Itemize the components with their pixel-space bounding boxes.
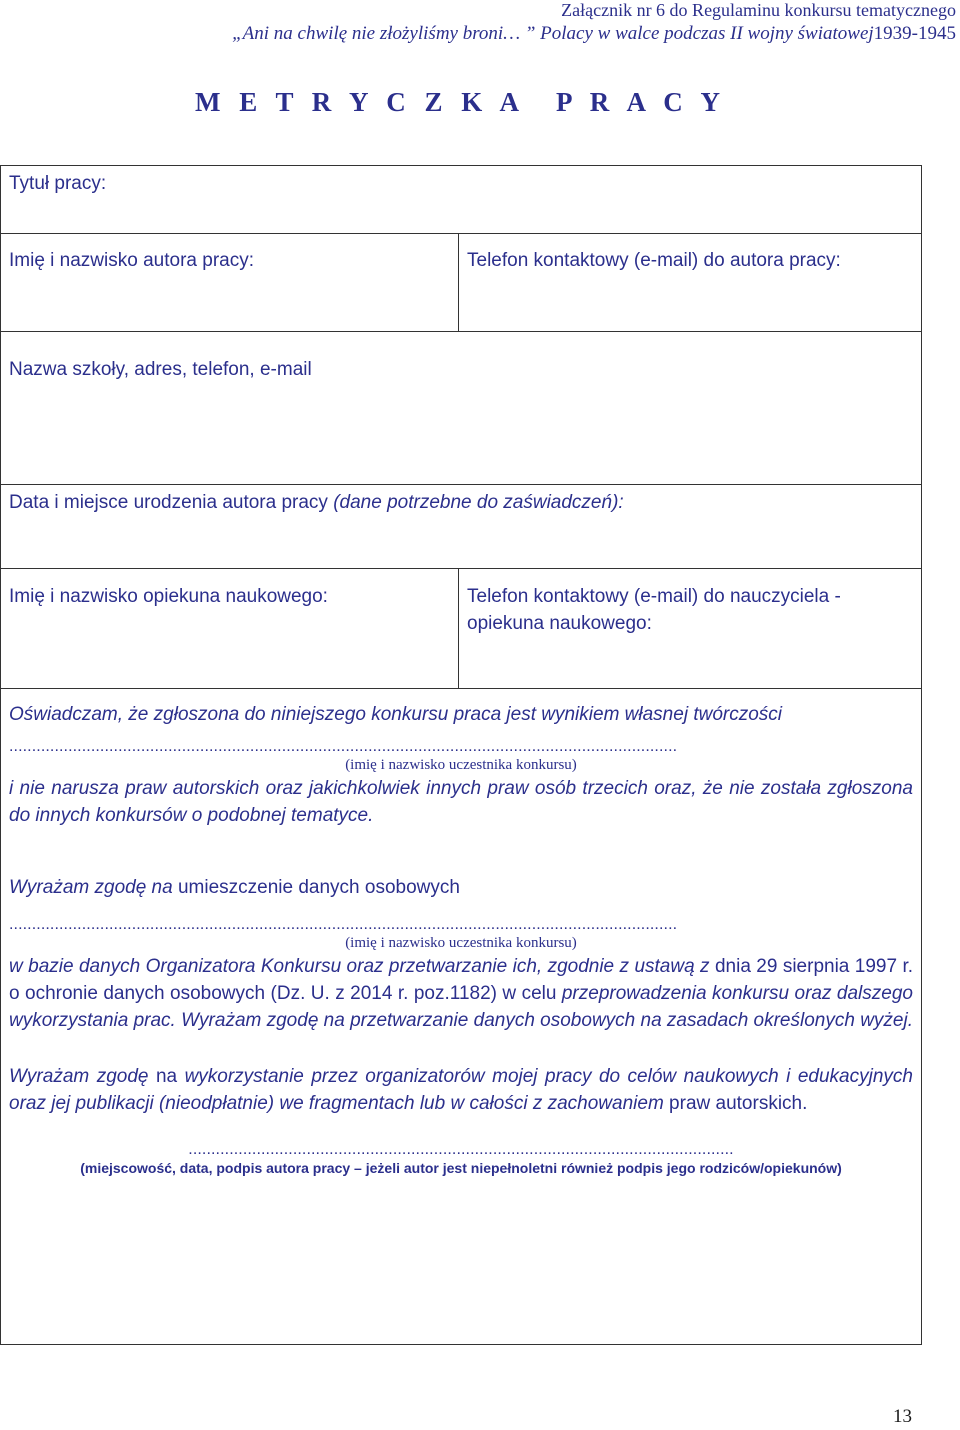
participant-caption-2: (imię i nazwisko uczestnika konkursu) [345, 935, 577, 951]
author-name-field[interactable] [1, 234, 459, 332]
school-field[interactable] [1, 332, 922, 485]
consent-pub-3: wykorzystanie przez organizatorów mojej pracy do celów naukowych i edukacyjnych oraz jej publikacji (nieodpłatnie) we fragmentach lub w całości z zachowaniem [9, 1066, 913, 1114]
school-label: Nazwa szkoły, adres, telefon, e-mail [9, 359, 312, 380]
supervisor-name-label: Imię i nazwisko opiekuna naukowego: [9, 586, 328, 607]
signature-line[interactable]: ........................................................................................................................ [188, 1142, 734, 1158]
birth-label-note: (dane potrzebne do zaświadczeń): [333, 492, 624, 513]
consent-data-plain: umieszczenie danych osobowych [172, 877, 460, 898]
birth-label: Data i miejsce urodzenia autora pracy [9, 492, 334, 513]
consent-data-body-1: w bazie danych Organizatora Konkursu oraz przetwarzanie ich, zgodnie z ustawą z [9, 956, 710, 977]
contest-name [232, 23, 956, 45]
work-title-field[interactable] [1, 166, 922, 234]
consent-data-body-3: przeprowadzenia konkursu oraz dalszego wykorzystania prac. Wyrażam zgodę na przetwarzanie danych osobowych na zasadach określonych wyżej. [9, 983, 913, 1031]
form-table [0, 165, 922, 1345]
consent-data-body-2: dnia 29 sierpnia 1997 r. o ochronie danych osobowych (Dz. U. z 2014 r. poz.1182) w celu [9, 956, 914, 1004]
author-contact-label: Telefon kontaktowy (e-mail) do autora pracy: [467, 250, 841, 271]
annex-header: Załącznik nr 6 do Regulaminu konkursu tematycznego [561, 0, 956, 20]
consent-pub-2: na [148, 1066, 185, 1087]
author-name-label: Imię i nazwisko autora pracy: [9, 250, 254, 271]
page-number: 13 [893, 1406, 912, 1427]
work-title-label: Tytuł pracy: [9, 173, 107, 194]
consent-pub-4: praw autorskich. [663, 1093, 808, 1114]
contest-years: 1939-1945 [873, 23, 956, 44]
supervisor-contact-field[interactable] [459, 569, 922, 689]
consent-data-italic: Wyrażam zgodę na [9, 877, 173, 898]
declaration-section [1, 689, 922, 1345]
supervisor-contact-label: Telefon kontaktowy (e-mail) do nauczyciela - opiekuna naukowego: [467, 586, 841, 634]
participant-caption: (imię i nazwisko uczestnika konkursu) [345, 757, 577, 773]
title-word-1: M E T R Y C Z K A [194, 87, 525, 117]
contest-title: „Ani na chwilę nie złożyliśmy broni… ” Polacy w walce podczas II wojny światowej [232, 23, 874, 44]
participant-name-line-2[interactable]: ................................................................................................................................................... [9, 917, 678, 933]
consent-data-intro [9, 874, 913, 901]
consent-pub-1: Wyrażam zgodę [9, 1066, 149, 1087]
title-word-2: P R A C Y [556, 87, 726, 117]
declaration-intro: Oświadczam, że zgłoszona do niniejszego konkursu praca jest wynikiem własnej twórczości [9, 704, 782, 725]
signature-caption: (miejscowość, data, podpis autora pracy – jeżeli autor jest niepełnoletni również podpis jego rodziców/opiekunów) [80, 1160, 842, 1176]
participant-name-line[interactable]: ................................................................................................................................................... [9, 739, 678, 755]
supervisor-name-field[interactable] [1, 569, 459, 689]
author-contact-field[interactable] [459, 234, 922, 332]
page-title [0, 87, 920, 118]
declaration-body: i nie narusza praw autorskich oraz jakichkolwiek innych praw osób trzecich oraz, że nie została zgłoszona do innych konkursów o podobnej tematyce. [9, 778, 913, 826]
consent-data-body [9, 953, 913, 1034]
consent-publication [9, 1063, 913, 1117]
birth-field[interactable] [1, 485, 922, 569]
